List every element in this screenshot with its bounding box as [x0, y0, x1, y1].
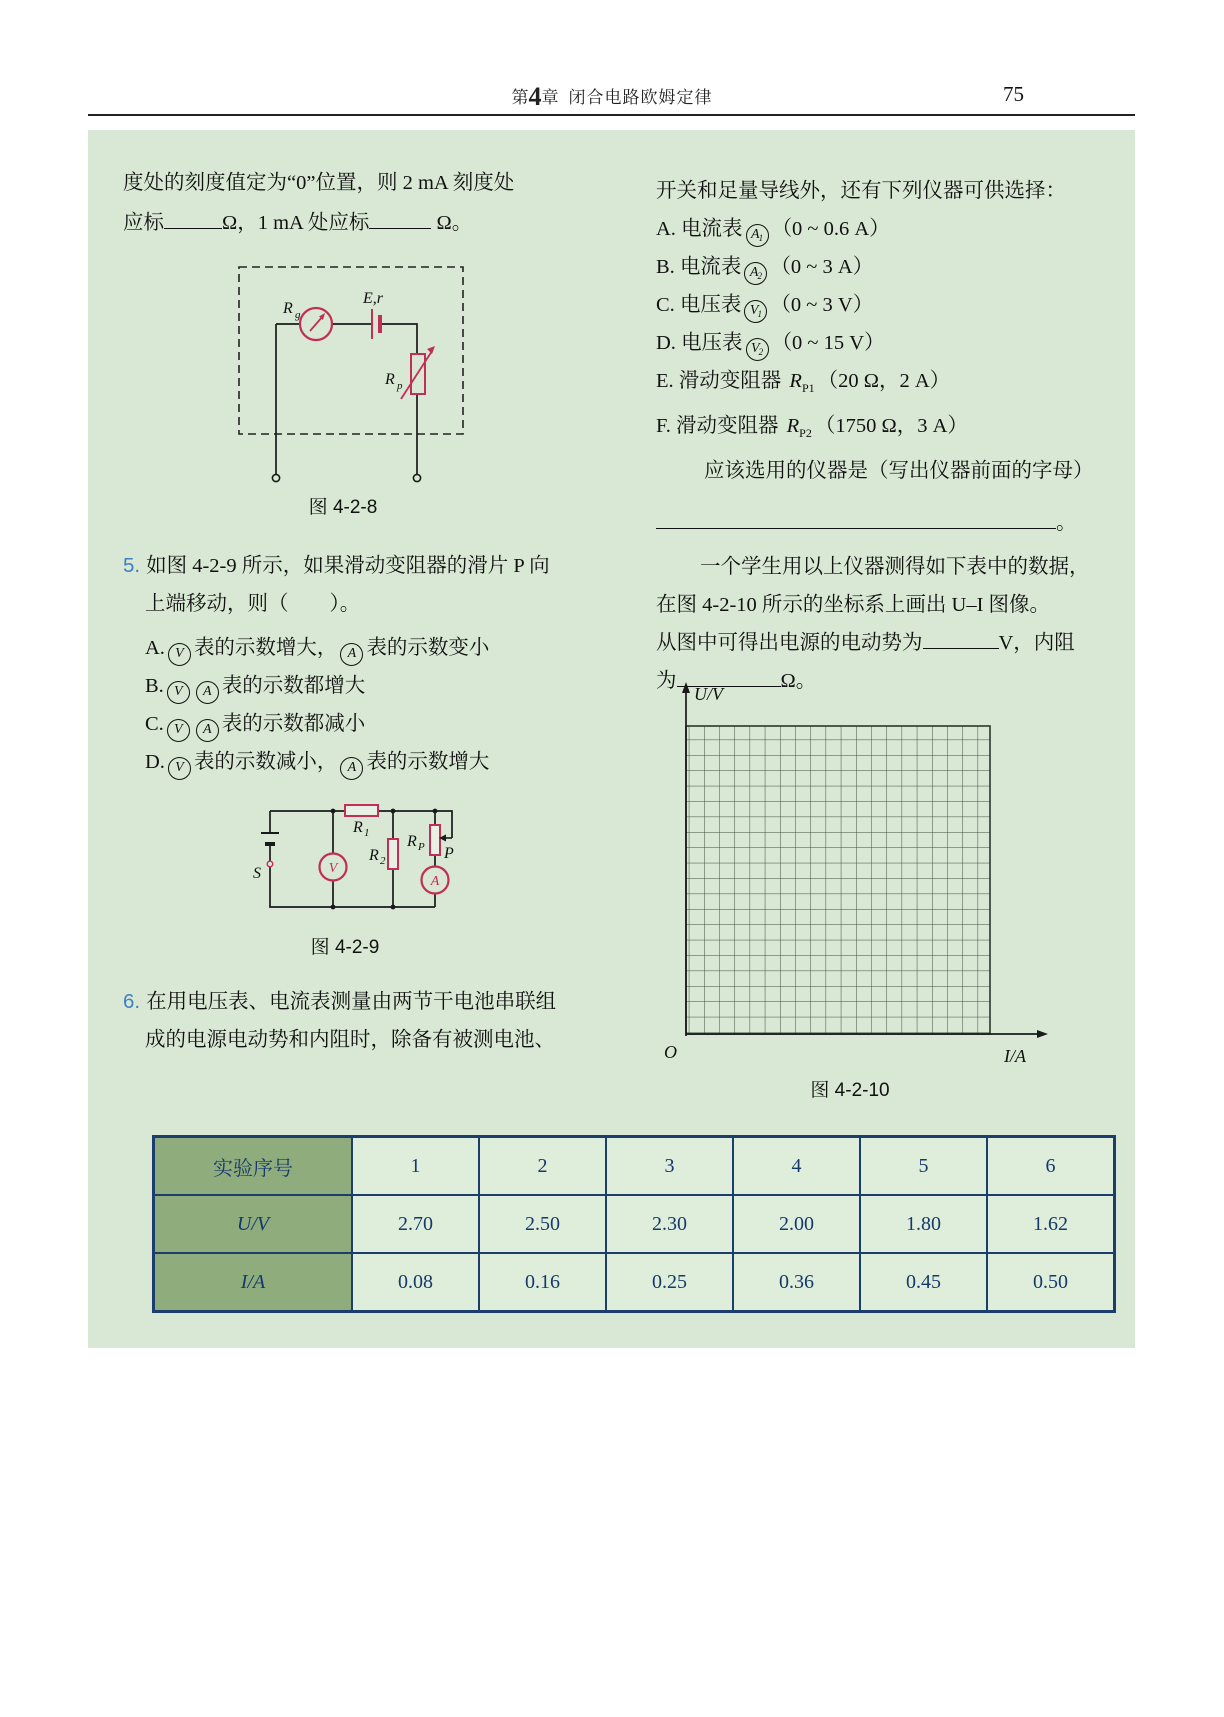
table-row — [154, 1195, 1115, 1253]
table-cell: 2.30 — [606, 1195, 733, 1253]
ammeter1-symbol: $A_1$ — [746, 224, 769, 247]
table-row-header: 实验序号 — [154, 1137, 353, 1196]
junction-dot — [331, 905, 336, 910]
blank-line — [656, 524, 1056, 529]
q5-options — [123, 629, 608, 781]
circuit-diagram-4-2-9 — [225, 801, 465, 913]
table-row — [154, 1253, 1115, 1312]
table-cell: 1.62 — [987, 1195, 1115, 1253]
label-r2: R — [369, 847, 379, 864]
voltmeter-symbol: V — [168, 757, 191, 780]
q5-number: 5. — [123, 554, 141, 577]
chapter-suffix: 章 — [541, 88, 559, 107]
answer-blank-line: 。 — [656, 504, 1126, 542]
blank-line — [923, 644, 999, 649]
para-line-4: 为 Ω。 — [656, 670, 817, 693]
voltmeter-symbol: V — [167, 681, 190, 704]
table-cell: 1 — [352, 1137, 479, 1196]
table-row — [154, 1137, 1115, 1196]
label-p: P — [444, 845, 454, 862]
rheostat-arrow — [401, 351, 432, 399]
rheostat-arrowhead — [427, 346, 435, 354]
resistor-r1-icon — [345, 805, 378, 816]
junction-dot — [391, 905, 396, 910]
table-cell: 0.08 — [352, 1253, 479, 1312]
option-a: A. V 表的示数增大， A 表的示数变小 — [123, 629, 608, 667]
wires — [276, 324, 417, 475]
table-cell: 0.50 — [987, 1253, 1115, 1312]
table-cell: 0.25 — [606, 1253, 733, 1312]
header-rule — [88, 114, 1135, 116]
rheostat2-symbol: $R_{P2}$ — [786, 415, 812, 441]
table-cell: 1.80 — [860, 1195, 987, 1253]
x-axis-label: I/A — [1004, 1046, 1026, 1066]
intro-line-1: 度处的刻度值定为“0”位置，则 2 mA 刻度处 — [123, 172, 515, 194]
junction-dot — [391, 809, 396, 814]
intro-line-2: 应标 Ω，1 mA 处应标 Ω。 — [123, 212, 473, 234]
chapter-number: 4 — [528, 82, 542, 111]
q5-line-1: 5. 如图 4-2-9 所示，如果滑动变阻器的滑片 P 向 — [123, 554, 550, 577]
switch-icon — [267, 861, 273, 867]
ammeter2-symbol: $A_2$ — [744, 262, 767, 285]
rheostat1-symbol: $R_{P1}$ — [789, 370, 815, 396]
svg-text:1: 1 — [364, 827, 370, 839]
voltmeter-symbol: V — [168, 643, 191, 666]
junction-dot — [433, 809, 438, 814]
ammeter-symbol: A — [340, 757, 363, 780]
table-cell: 0.45 — [860, 1253, 987, 1312]
figure-caption: 图 4-2-9 — [310, 937, 380, 958]
label-er: E,r — [363, 290, 383, 307]
q5-line-2: 上端移动，则（ ）。 — [145, 593, 361, 615]
table-cell: 3 — [606, 1137, 733, 1196]
question-6 — [123, 983, 608, 1059]
voltmeter1-symbol: $V_1$ — [744, 300, 767, 323]
table-cell: 4 — [733, 1137, 860, 1196]
junction-dot — [331, 809, 336, 814]
grid-paper — [686, 726, 990, 1034]
ammeter-symbol: A — [196, 681, 219, 704]
y-axis-label: U/V — [694, 684, 723, 704]
question-5 — [123, 547, 608, 623]
para-line-2: 在图 4-2-10 所示的坐标系上画出 U–I 图像。 — [656, 594, 1051, 617]
voltmeter2-symbol: $V_2$ — [746, 338, 769, 361]
figure-4-2-9 — [225, 801, 465, 959]
label-rp: R — [407, 833, 417, 850]
instrument-item-c: C. 电压表 $V_1$ （0 ~ 3 V） — [656, 286, 1126, 324]
origin-label: O — [664, 1042, 677, 1062]
blank-line — [164, 224, 222, 229]
graph-4-2-10 — [628, 678, 1058, 1072]
figure-caption: 图 4-2-8 — [308, 497, 378, 518]
instrument-item-f: F. 滑动变阻器 $R_{P2}$ （1750 Ω，3 A） — [656, 415, 968, 441]
chapter-title: 闭合电路欧姆定律 — [568, 88, 713, 107]
instrument-item-b: B. 电流表 $A_2$ （0 ~ 3 A） — [656, 248, 1126, 286]
terminal-icon — [272, 474, 279, 481]
svg-text:V: V — [328, 861, 338, 876]
table-row-header: U/V — [154, 1195, 353, 1253]
table-row-header: I/A — [154, 1253, 353, 1312]
label-rp: R — [385, 371, 395, 388]
instrument-item-d: D. 电压表 $V_2$ （0 ~ 15 V） — [656, 324, 1126, 362]
para-line-1: 一个学生用以上仪器测得如下表中的数据， — [700, 556, 1090, 579]
y-axis-arrowhead — [682, 682, 690, 693]
svg-text:A: A — [430, 874, 440, 889]
svg-text:P: P — [418, 841, 425, 853]
chapter-prefix: 第 — [511, 88, 529, 107]
experiment-data-table — [152, 1135, 1116, 1313]
svg-text:g: g — [295, 309, 301, 321]
x-axis-arrowhead — [1037, 1030, 1048, 1038]
table-cell: 0.36 — [733, 1253, 860, 1312]
table-cell: 2.70 — [352, 1195, 479, 1253]
option-b: B. V A 表的示数都增大 — [123, 667, 608, 705]
q6-line-2: 成的电源电动势和内阻时，除备有被测电池、 — [145, 1029, 555, 1051]
table-cell: 6 — [987, 1137, 1115, 1196]
option-d: D. V 表的示数减小， A 表的示数增大 — [123, 743, 608, 781]
instrument-item-a: A. 电流表 $A_1$ （0 ~ 0.6 A） — [656, 210, 1126, 248]
q6-line-1: 6. 在用电压表、电流表测量由两节干电池串联组 — [123, 990, 557, 1013]
table-cell: 2 — [479, 1137, 606, 1196]
option-c: C. V A 表的示数都减小 — [123, 705, 608, 743]
content-panel — [88, 130, 1135, 1348]
table-cell: 0.16 — [479, 1253, 606, 1312]
right-column — [656, 130, 1126, 700]
rheostat-rp-icon — [430, 825, 440, 855]
table-cell: 5 — [860, 1137, 987, 1196]
chapter-header — [0, 82, 1224, 112]
terminal-icon — [413, 474, 420, 481]
ammeter-symbol: A — [196, 719, 219, 742]
svg-text:p: p — [397, 380, 403, 392]
instruments-intro: 开关和足量导线外，还有下列仪器可供选择： — [656, 180, 1066, 202]
figure-4-2-8 — [213, 247, 473, 519]
figure-caption: 图 4-2-10 — [810, 1080, 890, 1101]
voltmeter-symbol: V — [167, 719, 190, 742]
table-cell: 2.00 — [733, 1195, 860, 1253]
blank-line — [369, 224, 431, 229]
label-rg: R — [283, 300, 293, 317]
resistor-r2-icon — [388, 839, 398, 869]
uv-ia-axes — [628, 678, 1058, 1072]
para-line-3: 从图中可得出电源的电动势为 V，内阻 — [656, 632, 1075, 655]
instrument-item-e: E. 滑动变阻器 $R_{P1}$ （20 Ω，2 A） — [656, 370, 951, 396]
svg-text:2: 2 — [380, 855, 386, 867]
ammeter-symbol: A — [340, 643, 363, 666]
circuit-diagram-4-2-8 — [213, 247, 473, 485]
label-s: S — [253, 865, 261, 882]
left-column — [88, 130, 608, 1059]
choose-line: 应该选用的仪器是（写出仪器前面的字母） — [704, 460, 1094, 483]
page-number: 75 — [1003, 82, 1024, 106]
label-r1: R — [353, 819, 363, 836]
table-cell: 2.50 — [479, 1195, 606, 1253]
q6-number: 6. — [123, 990, 141, 1013]
